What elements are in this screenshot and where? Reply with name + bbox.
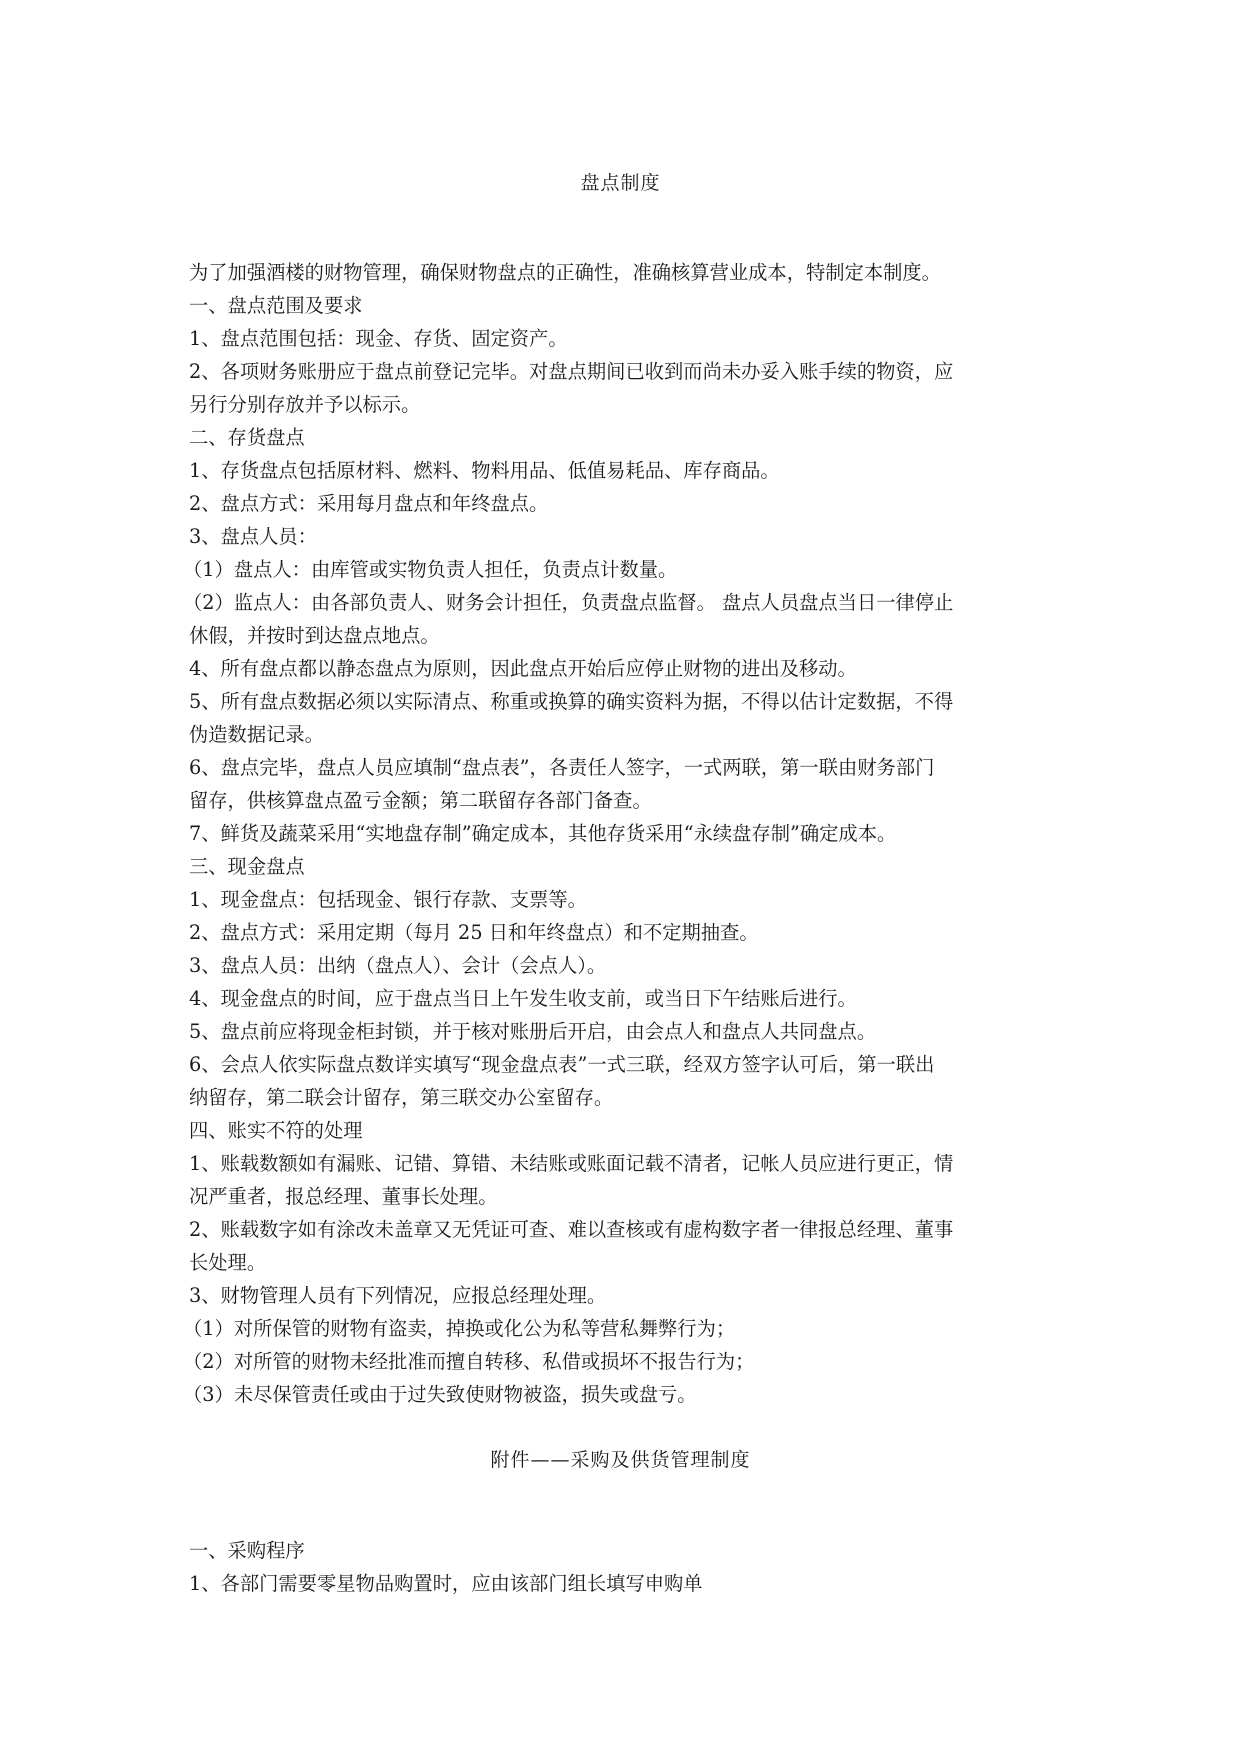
paragraph-line: （1）对所保管的财物有盗卖，掉换或化公为私等营私舞弊行为；	[183, 1317, 736, 1340]
paragraph-line: 1、盘点范围包括：现金、存货、固定资产。	[189, 327, 568, 350]
paragraph-line: （2）对所管的财物未经批准而擅自转移、私借或损坏不报告行为；	[183, 1350, 755, 1373]
paragraph-line: 2、各项财务账册应于盘点前登记完毕。对盘点期间已收到而尚未办妥入账手续的物资，应	[189, 360, 954, 383]
paragraph-line: 1、现金盘点：包括现金、银行存款、支票等。	[189, 888, 587, 911]
paragraph-line: 留存，供核算盘点盈亏金额；第二联留存各部门备查。	[189, 789, 652, 812]
paragraph-line: 3、盘点人员：出纳（盘点人）、会计（会点人）。	[189, 954, 607, 977]
paragraph-line: 4、所有盘点都以静态盘点为原则，因此盘点开始后应停止财物的进出及移动。	[189, 657, 857, 680]
paragraph-line: 纳留存，第二联会计留存，第三联交办公室留存。	[189, 1086, 614, 1109]
paragraph-line: 休假，并按时到达盘点地点。	[189, 624, 440, 647]
section-heading: 一、采购程序	[189, 1539, 305, 1562]
paragraph-line: 4、现金盘点的时间，应于盘点当日上午发生收支前，或当日下午结账后进行。	[189, 987, 857, 1010]
paragraph-line: 1、存货盘点包括原材料、燃料、物料用品、低值易耗品、库存商品。	[189, 459, 780, 482]
paragraph-line: 1、各部门需要零星物品购置时，应由该部门组长填写申购单	[189, 1572, 703, 1595]
appendix-title: 附件——采购及供货管理制度	[490, 1449, 751, 1471]
paragraph-line: 为了加强酒楼的财物管理，确保财物盘点的正确性，准确核算营业成本，特制定本制度。	[189, 261, 941, 284]
section-heading: 三、现金盘点	[189, 855, 305, 878]
paragraph-line: 5、盘点前应将现金柜封锁，并于核对账册后开启，由会点人和盘点人共同盘点。	[189, 1020, 877, 1043]
paragraph-line: 3、财物管理人员有下列情况，应报总经理处理。	[189, 1284, 607, 1307]
paragraph-line: 2、账载数字如有涂改未盖章又无凭证可查、难以查核或有虚构数字者一律报总经理、董事	[189, 1218, 954, 1241]
document-title: 盘点制度	[580, 172, 661, 194]
paragraph-line: 6、盘点完毕，盘点人员应填制“盘点表”，各责任人签字，一式两联，第一联由财务部门	[189, 756, 935, 779]
paragraph-line: 伪造数据记录。	[189, 723, 324, 746]
paragraph-line: 2、盘点方式：采用每月盘点和年终盘点。	[189, 492, 549, 515]
paragraph-line: 1、账载数额如有漏账、记错、算错、未结账或账面记载不清者，记帐人员应进行更正，情	[189, 1152, 954, 1175]
paragraph-line: 7、鲜货及蔬菜采用“实地盘存制”确定成本，其他存货采用“永续盘存制”确定成本。	[189, 822, 897, 845]
paragraph-line: 2、盘点方式：采用定期（每月 25 日和年终盘点）和不定期抽查。	[189, 921, 759, 944]
section-heading: 四、账实不符的处理	[189, 1119, 363, 1142]
document-body	[183, 256, 1057, 1411]
appendix-body	[189, 1534, 1057, 1600]
paragraph-line: 长处理。	[189, 1251, 267, 1274]
paragraph-line: 6、会点人依实际盘点数详实填写“现金盘点表”一式三联，经双方签字认可后，第一联出	[189, 1053, 935, 1076]
paragraph-line: （2）监点人：由各部负责人、财务会计担任，负责盘点监督。 盘点人员盘点当日一律停止	[183, 591, 954, 614]
section-heading: 二、存货盘点	[189, 426, 305, 449]
paragraph-line: 3、盘点人员：	[189, 525, 317, 548]
section-heading: 一、盘点范围及要求	[189, 294, 363, 317]
paragraph-line: 另行分别存放并予以标示。	[189, 393, 421, 416]
paragraph-line: 况严重者，报总经理、董事长处理。	[189, 1185, 498, 1208]
paragraph-line: （1）盘点人：由库管或实物负责人担任，负责点计数量。	[183, 558, 678, 581]
paragraph-line: 5、所有盘点数据必须以实际清点、称重或换算的确实资料为据，不得以估计定数据，不得	[189, 690, 954, 713]
paragraph-line: （3）未尽保管责任或由于过失致使财物被盗，损失或盘亏。	[183, 1383, 697, 1406]
